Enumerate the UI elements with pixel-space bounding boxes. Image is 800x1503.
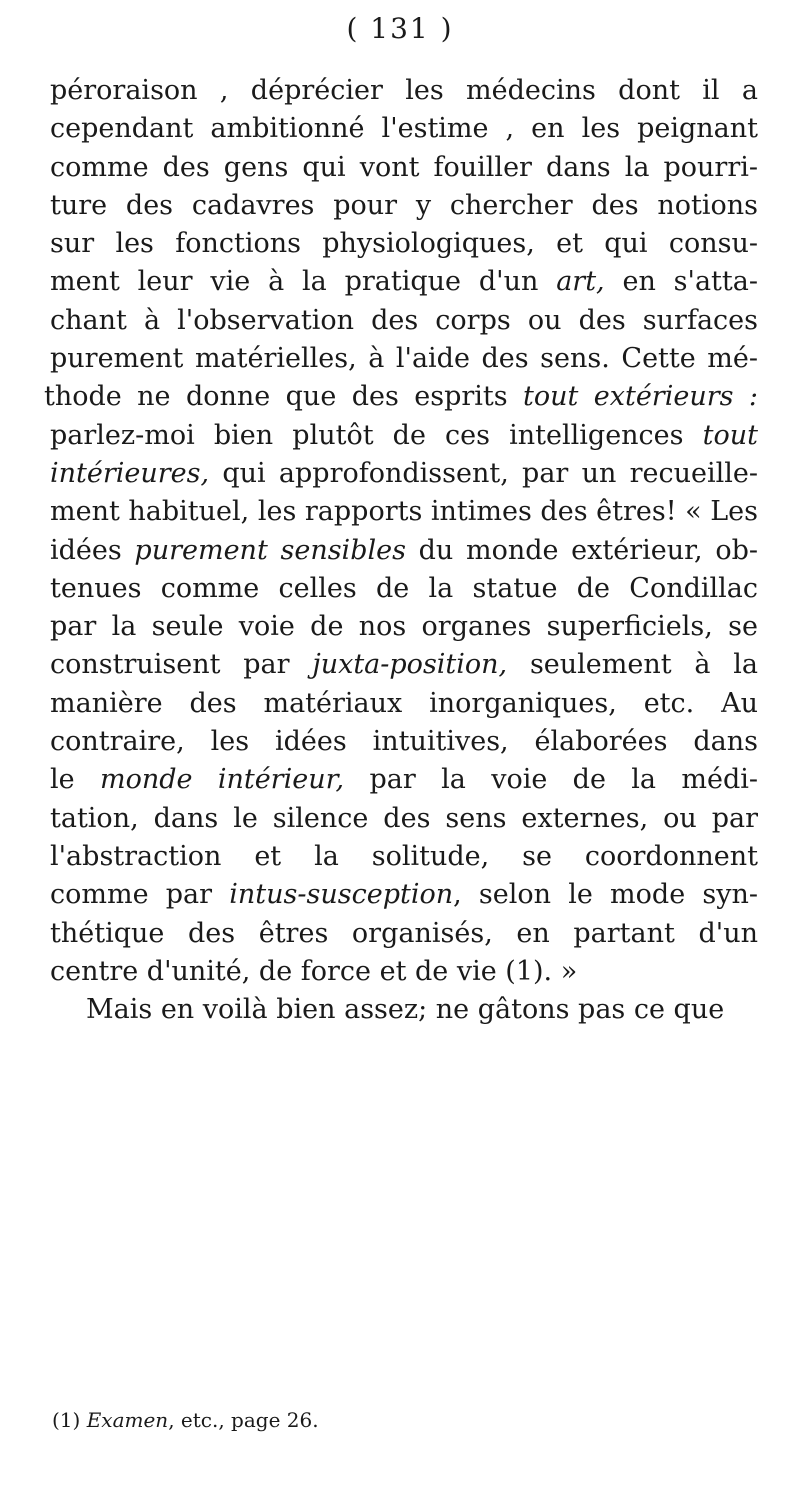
text-segment: Mais en voilà bien assez; ne gâtons pas ce que [86, 994, 725, 1026]
text-segment: l'abstraction et la solitude, se coordonnent [50, 840, 758, 872]
text-segment: péroraison , déprécier les médecins dont il a [50, 75, 758, 106]
text-segment: seulement à la [507, 649, 758, 681]
text-line [50, 991, 758, 1029]
text-segment: manière des matériaux inorganiques, etc. Au [50, 687, 758, 719]
italic-text: monde intérieur, [99, 764, 345, 796]
text-segment: du monde extérieur, ob- [405, 534, 758, 566]
text-segment: comme par [50, 879, 230, 911]
footnote-title: Examen [86, 1408, 169, 1432]
text-segment: chant à l'observation des corps ou des surfaces [50, 304, 758, 336]
text-segment: tenues comme celles de la statue de Condillac [50, 572, 758, 604]
text-line [50, 838, 758, 876]
text-line [50, 608, 758, 646]
text-segment: comme des gens qui vont fouiller dans la pourri- [50, 151, 758, 183]
text-segment: idées [50, 534, 135, 566]
italic-text: juxta-position, [312, 649, 508, 681]
text-line [50, 685, 758, 723]
italic-text: tout extérieurs : [523, 381, 758, 413]
text-segment: centre d'unité, de force et de vie (1). » [50, 955, 578, 987]
text-line [50, 340, 758, 378]
text-segment: qui approfondissent, par un recueille- [209, 457, 758, 489]
italic-text: tout [702, 419, 758, 451]
text-line [50, 110, 758, 148]
text-line [50, 570, 758, 608]
page-number: ( 131 ) [346, 12, 454, 45]
text-line [50, 761, 758, 799]
italic-text: purement sensibles [134, 534, 406, 566]
text-line [50, 493, 758, 531]
text-line [44, 378, 758, 416]
text-line [50, 800, 758, 838]
text-segment: thétique des êtres organisés, en partant d'un [50, 917, 758, 949]
footnote-marker: (1) [52, 1408, 81, 1432]
text-line [50, 187, 758, 225]
text-segment: tation, dans le silence des sens externes, ou par [50, 802, 758, 834]
text-segment: sur les fonctions physiologiques, et qui consu- [50, 228, 758, 260]
text-line [50, 646, 758, 684]
text-segment: ture des cadavres pour y chercher des notions [50, 189, 758, 221]
body-text [44, 72, 758, 1029]
text-segment: cependant ambitionné l'estime , en les peignant [50, 113, 758, 145]
text-line [50, 723, 758, 761]
text-segment: , selon le mode syn- [453, 879, 758, 911]
text-segment: ment leur vie à la pratique d'un [50, 266, 557, 298]
text-segment: parlez-moi bien plutôt de ces intelligences [50, 419, 703, 451]
italic-text: intérieures, [50, 457, 210, 489]
text-segment: purement matérielles, à l'aide des sens. Cette mé- [50, 343, 758, 375]
text-line [50, 417, 758, 455]
text-line [50, 149, 758, 187]
text-segment: par la seule voie de nos organes superficiels, se [50, 611, 758, 643]
text-segment: en s'atta- [604, 266, 758, 298]
text-line [50, 225, 758, 263]
text-segment: le [50, 764, 100, 796]
italic-text: art, [556, 266, 605, 298]
text-segment: thode ne donne que des esprits [44, 381, 524, 413]
text-line [50, 302, 758, 340]
text-segment: ment habituel, les rapports intimes des êtres! « Les [50, 496, 758, 528]
italic-text: intus-susception [229, 879, 454, 911]
text-line [50, 915, 758, 953]
text-segment: construisent par [50, 649, 313, 681]
text-line [50, 532, 758, 570]
text-line [50, 876, 758, 914]
text-line [50, 263, 758, 301]
text-line [50, 455, 758, 493]
text-line [50, 953, 758, 991]
footnote [52, 1408, 319, 1432]
text-line [50, 72, 758, 110]
text-segment: contraire, les idées intuitives, élaborées dans [50, 726, 758, 758]
text-segment: par la voie de la médi- [344, 764, 758, 796]
footnote-reference: , etc., page 26. [168, 1408, 319, 1432]
